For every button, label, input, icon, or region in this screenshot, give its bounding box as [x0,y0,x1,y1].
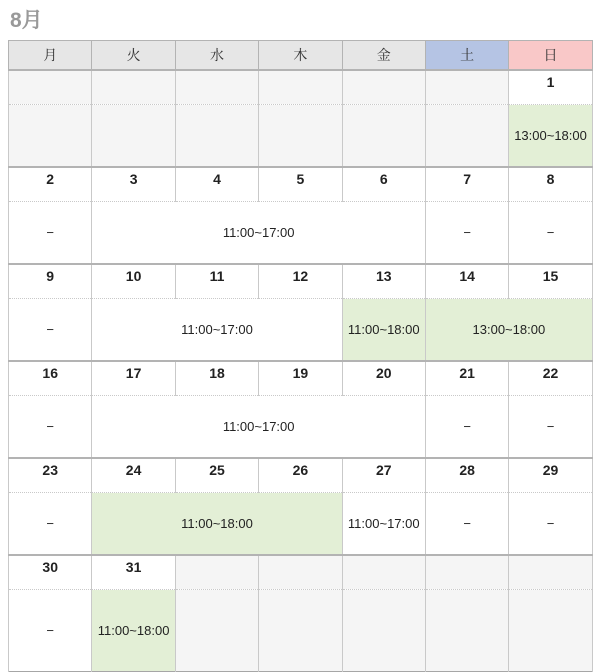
date-cell [425,555,508,590]
date-cell: 19 [259,361,342,396]
date-cell: 30 [9,555,92,590]
hours-cell [9,105,92,168]
date-cell: 24 [92,458,175,493]
week2-hours-row [9,202,593,265]
week6-hours-row [9,590,593,672]
weekday-header-mon: 月 [9,41,92,71]
date-cell: 1 [509,70,592,105]
hours-cell: 13:00~18:00 [425,299,592,362]
date-cell: 9 [9,264,92,299]
date-cell [342,555,425,590]
hours-cell: 11:00~18:00 [92,493,342,556]
hours-cell [92,105,175,168]
date-cell [509,555,592,590]
hours-cell [425,590,508,672]
date-cell: 4 [175,167,258,202]
date-cell: 2 [9,167,92,202]
date-cell: 23 [9,458,92,493]
weekday-header-row [9,41,593,71]
week1-date-row [9,70,593,105]
weekday-header-sat: 土 [425,41,508,71]
hours-cell: 11:00~17:00 [92,299,342,362]
hours-cell: − [9,202,92,265]
hours-cell: 13:00~18:00 [509,105,592,168]
weekday-header-thu: 木 [259,41,342,71]
hours-cell [175,105,258,168]
date-cell: 21 [425,361,508,396]
date-cell: 10 [92,264,175,299]
hours-cell: − [9,299,92,362]
hours-cell: 11:00~17:00 [92,202,426,265]
weekday-header-wed: 水 [175,41,258,71]
date-cell: 7 [425,167,508,202]
date-cell: 25 [175,458,258,493]
date-cell: 18 [175,361,258,396]
date-cell: 13 [342,264,425,299]
hours-cell [425,105,508,168]
date-cell [175,555,258,590]
hours-cell [509,590,592,672]
date-cell: 5 [259,167,342,202]
week5-date-row [9,458,593,493]
date-cell: 8 [509,167,592,202]
weekday-header-tue: 火 [92,41,175,71]
week5-hours-row [9,493,593,556]
date-cell: 14 [425,264,508,299]
date-cell: 28 [425,458,508,493]
date-cell [259,70,342,105]
hours-cell [175,590,258,672]
week3-hours-row [9,299,593,362]
date-cell: 16 [9,361,92,396]
date-cell: 20 [342,361,425,396]
week4-hours-row [9,396,593,459]
weekday-header-fri: 金 [342,41,425,71]
hours-cell [342,105,425,168]
hours-cell: − [509,493,592,556]
date-cell: 12 [259,264,342,299]
date-cell [175,70,258,105]
hours-cell [342,590,425,672]
hours-cell: 11:00~17:00 [342,493,425,556]
date-cell [9,70,92,105]
week3-date-row [9,264,593,299]
date-cell: 26 [259,458,342,493]
hours-cell: 11:00~18:00 [342,299,425,362]
date-cell: 29 [509,458,592,493]
date-cell: 27 [342,458,425,493]
date-cell: 22 [509,361,592,396]
date-cell: 31 [92,555,175,590]
hours-cell: − [509,396,592,459]
hours-cell [259,105,342,168]
page-title: 8月 [10,9,43,32]
date-cell [259,555,342,590]
hours-cell: − [425,396,508,459]
week1-hours-row [9,105,593,168]
hours-cell: − [9,493,92,556]
week2-date-row [9,167,593,202]
hours-cell: − [509,202,592,265]
date-cell: 6 [342,167,425,202]
hours-cell: 11:00~18:00 [92,590,175,672]
week4-date-row [9,361,593,396]
date-cell: 3 [92,167,175,202]
weekday-header-sun: 日 [509,41,592,71]
hours-cell: − [425,202,508,265]
date-cell [425,70,508,105]
hours-cell [259,590,342,672]
date-cell [342,70,425,105]
date-cell [92,70,175,105]
date-cell: 17 [92,361,175,396]
hours-cell: − [9,396,92,459]
hours-cell: − [9,590,92,672]
business-hours-calendar [8,40,593,672]
date-cell: 11 [175,264,258,299]
week6-date-row [9,555,593,590]
date-cell: 15 [509,264,592,299]
hours-cell: − [425,493,508,556]
hours-cell: 11:00~17:00 [92,396,426,459]
